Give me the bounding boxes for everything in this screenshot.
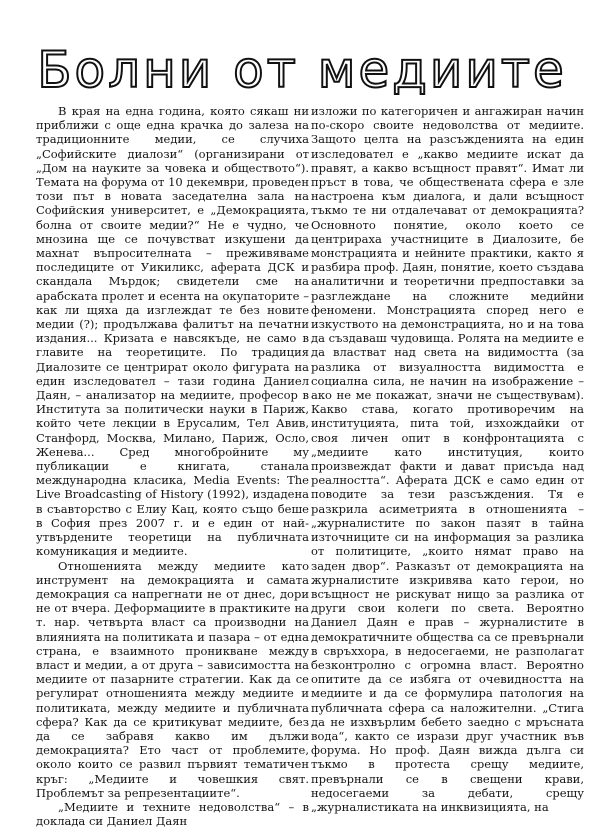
right-column: [311, 104, 584, 814]
paragraph: В края на една година, която сякаш ни приближи с още една крачка до залеза на традиционните медии, се случиха „Софийските диалози“ (организирани от „Дом на науките за човека и обществото“). Темата на форума от 10 декември, проведен този път в новата заседателна зала на Софийския университет, е „Демокрацията, болна от своите медии?“ Не е чудно, че мнозина ще се почувстват изкушени да махнат въпросителната – преживяваме последиците от Уикиликс, аферата ДСК и скандала Мърдок; свидетели сме на арабската пролет и есента на окупаторите – как ли щяха да изглеждат те без новите медии (?); продължава фалитът на печатни издания... Кризата е навсякъде, не само в главите на теоретиците. По традиция Диалозите се центрират около фигурата на един изследовател – тази година Даниел Даян, – анализатор на медиите, професор в Института за политически науки в Париж, който чете лекции в Ерусалим, Тел Авив, Станфорд, Москва, Милано, Париж, Осло, Женева... Сред многобройните му публикации е книгата, станала международна класика, Media Events: The Live Broadcasting of History (1992), издадена в съавторство с Елиу Кац, която също беше в София през 2007 г. и е един от най-утвърдените теоретици на публичната комуникация и медиите.: [36, 104, 309, 559]
left-column: [36, 104, 309, 828]
article-title: Болни от медиите: [37, 41, 567, 99]
paragraph: Отношенията между медиите като инструмент на демокрацията и самата демокрация са напрегнати не от днес, дори не от вчера. Деформациите в практиките на т. нар. четвърта власт са производни на влиянията на политиката и пазара – от една страна, е взаимното проникване между власт и медии, а от друга – зависимостта на медиите от пазарните стратегии. Как да се регулират отношенията между медиите и политиката, между медиите и публичната сфера? Как да се критикуват медиите, без да се забравя какво им дължи демокрацията? Ето част от проблемите, около които се развил първият тематичен кръг: „Медиите и човешкия свят. Проблемът за репрезентациите“.: [36, 558, 309, 800]
paragraph: изложи по категоричен и ангажиран начин по-скоро своите недоволства от медиите. Защото целта на разсъжденията на един изследовател е „какво медиите искат да правят, а какво всъщност правят“. Имат ли пръст в това, че обществената сфера е зле настроена към диалога, и дали всъщност тъкмо те ни отдалечават от демокрацията? Основното понятие, около което се центрираха участниците в Диалозите, бе монстрацията и нейните практики, както я разбира проф. Даян, понятие, което създава аналитични и теоретични предпоставки за разглеждане на сложните медийни феномени. Монстрацията според него е изкуството на демонстрацията, но и на това да създаваш чудовища. Ролята на медиите е да властват над света на видимостта (за разлика от визуалността видимостта е социална сила, не начин на изображение – ако не ме покажат, значи не съществувам). Какво става, когато противоречим на институцията, пита той, изхождайки от своя личен опит в конфронтацията с „медиите като институция, които произвеждат факти и дават присъда над реалността“. Аферата ДСК е само един от поводите за тези разсъждения. Тя е разкрила асиметрията в отношенията – „журналистите по закон пазят в тайна източниците си на информация за разлика от политиците, „които нямат право на заден двор“. Разказът от демокрацията на журналистите изкривява като герои, но всъщност не рискуват нищо за разлика от други свои колеги по света. Вероятно Даниел Даян е прав – журналистите в демократичните общества са се превърнали в свръххора, в недосегаеми, не разполагат безконтролно с огромна власт. Вероятно опитите да се избяга от очевидността на медиите и да се формулира патология на публичната сфера са наложителни. „Стига да не изхвърлим бебето заедно с мръсната вода“, както се изрази друг участник във форума. Но проф. Даян вижда дълга си тъкмо в протеста срещу медиите, превърнали се в свещени крави, недосегаеми за дебати, срещу „журналистиката на инквизицията, на: [311, 104, 584, 814]
paragraph: „Медиите и техните недоволства“ – в доклада си Даниел Даян: [36, 799, 309, 828]
